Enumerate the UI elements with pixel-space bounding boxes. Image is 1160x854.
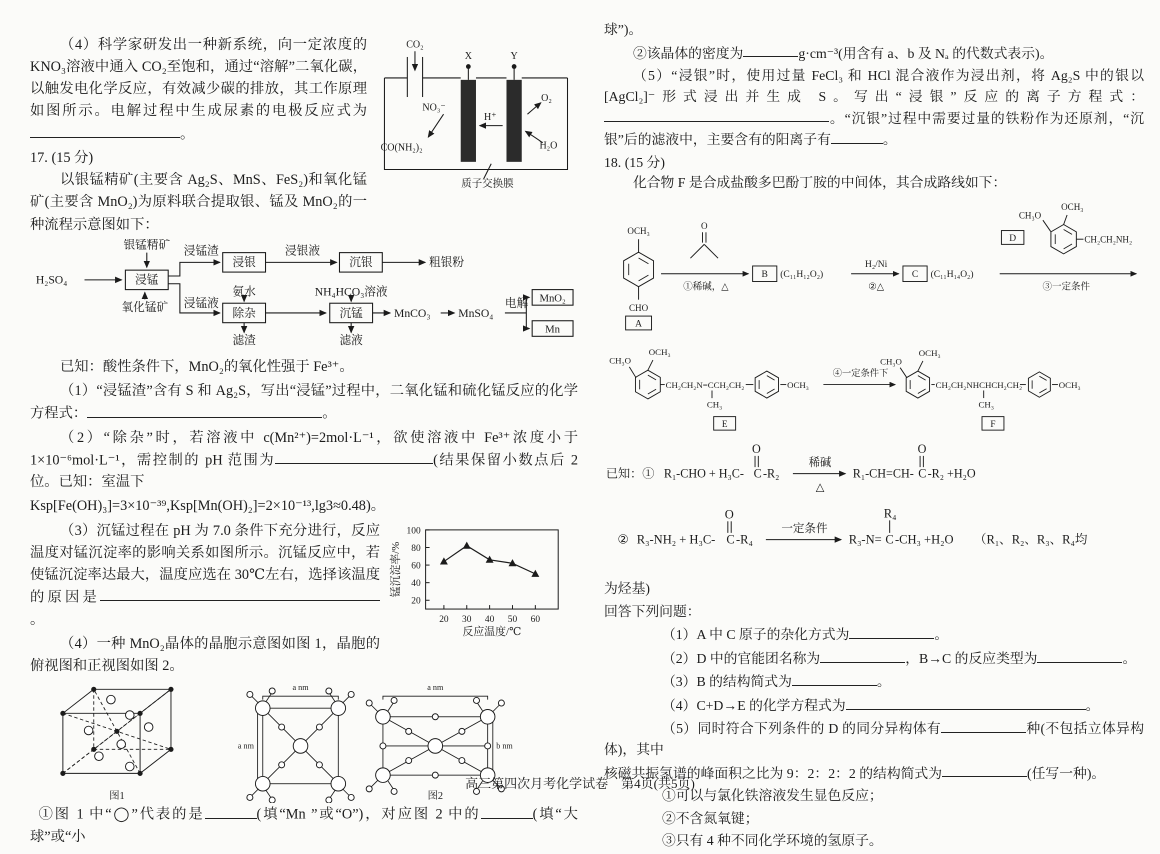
text-run: (填“大球”或“小 — [30, 806, 578, 845]
text-run: 种(不包括立体异构体)，其中 — [604, 721, 1144, 757]
text-run: (填“Mn ”或“O”)，对应图 2 中的 — [256, 806, 481, 823]
svg-text:40: 40 — [484, 614, 495, 625]
known-reaction-1 — [604, 440, 1109, 496]
answer-blank — [604, 108, 829, 123]
page-footer: 高三第四次月考化学试卷 第4页(共5页) — [465, 776, 695, 791]
r-groups-note: （R₁、R₂、R₃、R₄均 — [973, 532, 1088, 547]
och3-label: OCH₃ — [627, 225, 650, 236]
text-run: （4）C+D→E 的化学方程式为 — [661, 697, 846, 713]
compound-d-box: D — [1009, 233, 1017, 244]
benzene-ring — [624, 252, 654, 287]
period: 。 — [30, 611, 45, 628]
ch3o-label: CH₃O — [1018, 210, 1042, 221]
electrode-x-label: X — [464, 50, 472, 62]
mnso4-label: MnSO₄ — [458, 306, 494, 320]
text-run: 核磁共振氢谱的峰面积之比为 9：2：2：2 的结构简式为 — [604, 765, 943, 781]
r-groups-note-2: 为烃基) — [604, 581, 650, 597]
f-chain: CH₂CH₂NHCHCH₂CH₂ — [935, 380, 1023, 391]
electrolysis-cell-diagram — [373, 36, 578, 189]
benzene-ring — [635, 370, 660, 399]
svg-text:60: 60 — [411, 561, 421, 572]
formula-text: C — [918, 466, 927, 481]
svg-text:80: 80 — [411, 543, 421, 554]
electrode-y — [506, 80, 521, 162]
svg-text:100: 100 — [406, 525, 421, 536]
answer-blank — [846, 695, 1086, 710]
formula-text: R₁-CH=CH- — [852, 466, 914, 481]
a-nm-label: a nm — [292, 683, 309, 693]
question-18-3 — [604, 671, 1144, 692]
answer-blank — [941, 718, 1026, 733]
compound-c-box: C — [911, 270, 919, 281]
question-17-2 — [30, 427, 578, 494]
question-18-2 — [604, 648, 1144, 669]
leach-ag-box: 浸银 — [232, 255, 256, 269]
figure-1-caption: 图1 — [109, 791, 125, 803]
mn-box: Mn — [545, 323, 561, 336]
e-chain: CH₂CH₂N=CCH₂CH₂ — [665, 380, 745, 391]
right-column — [604, 20, 1144, 854]
chart-y-axis-label: 锰沉淀率/% — [389, 541, 402, 597]
answer-blank — [820, 648, 905, 663]
electrode-x — [461, 80, 476, 162]
text-run: 。“沉银”过程中需要过量的铁粉作为还原剂，“沉银”后的滤液中，主要含有的阳离子有 — [604, 110, 1144, 147]
mnco3-label: MnCO₃ — [393, 306, 431, 320]
sink-ag-box: 沉银 — [349, 255, 373, 269]
mn-oxide-ore-label: 氧化锰矿 — [121, 300, 169, 314]
svg-text:30: 30 — [462, 614, 472, 625]
continuation-text: 球”)。 — [604, 22, 643, 37]
text-run: （2）“除杂”时，若溶液中 c(Mn²⁺)=2mol·L⁻¹，欲使溶液中 Fe³⁺浓度小于 1×10⁻⁶mol·L⁻¹，需控制的 pH 范围为 — [30, 429, 578, 469]
formula-text: C — [753, 466, 762, 481]
text-run: （5）“浸银”时，使用过量 FeCl₃ 和 HCl 混合液作为浸出剂，将 Ag₂S 中的银以[AgCl₂]⁻形式浸出并生成 S。写出“浸银”反应的离子方程式： — [604, 68, 1144, 104]
answer-blank — [849, 624, 934, 639]
compound-a-box: A — [635, 319, 643, 330]
svg-text:20: 20 — [411, 596, 421, 607]
text-run: （1）A 中 C 原子的杂化方式为 — [661, 627, 850, 643]
chart-plot-border — [426, 529, 559, 608]
purify-box: 除杂 — [232, 306, 256, 320]
condition-3: ③只有 4 种不同化学环境的氢原子。 — [661, 833, 883, 849]
formula-text: R₃-N= — [848, 532, 882, 547]
residue-label: 滤渣 — [232, 333, 256, 346]
ksp-line: Ksp[Fe(OH)₃]=3×10⁻³⁹,Ksp[Mn(OH)₂]=2×10⁻¹³,lg3≈0.48)。 — [30, 498, 386, 515]
condition-text: 一定条件 — [781, 522, 828, 535]
ch3-label: CH₃ — [706, 399, 723, 410]
ag-liquor-label: 浸银液 — [285, 244, 320, 258]
formula-text: O — [917, 442, 927, 457]
h2o-label: H₂O — [539, 140, 558, 152]
leach-mn-box: 浸锰 — [135, 273, 159, 287]
period: 。 — [180, 125, 195, 142]
question-17-4: （4）一种 MnO₂晶体的晶胞示意图如图 1，晶胞的俯视图和正视图如图 2。 — [30, 635, 380, 674]
question-18-5 — [604, 718, 1144, 760]
period: 。 — [882, 131, 897, 147]
text-run: ，B→C 的反应类型为 — [905, 650, 1038, 666]
synthesis-route-line-2 — [604, 339, 1144, 434]
condition-text: 稀碱 — [808, 457, 832, 470]
formula-text: -R₂ — [762, 466, 780, 481]
mn-liquor-label: 浸锰液 — [183, 296, 219, 310]
membrane-label: 质子交换膜 — [461, 178, 514, 189]
formula-c: (C₁₁H₁₄O₂) — [930, 270, 974, 281]
answer-blank — [275, 449, 433, 464]
answer-blank — [481, 803, 533, 818]
formula-text: -CH₃ +H₂O — [894, 532, 954, 547]
text-run: （3）沉锰过程在 pH 为 7.0 条件下充分进行，反应温度对锰沉淀率的影响关系如图所示。沉锰反应中，若使锰沉淀率达最大，温度应选在 30℃左右，选择该温度的原因是 — [30, 522, 380, 606]
formula-text: R₁-CHO + H₃C- — [663, 466, 744, 481]
text-run: （3）B 的结构简式为 — [661, 674, 792, 690]
step3-condition: ③一定条件 — [1042, 282, 1090, 293]
condition-1: ①可以与氯化铁溶液发生显色反应； — [661, 788, 883, 804]
known-label: 已知：① — [605, 466, 655, 481]
no3-arrow — [428, 114, 443, 137]
ore-label: 银锰精矿 — [123, 238, 171, 252]
h2o-arrow — [526, 131, 543, 142]
text-run: （2）D 中的官能团名称为 — [661, 650, 821, 666]
slag-label: 浸锰渣 — [183, 244, 219, 258]
question-17-number: 17. (15 分) — [30, 150, 94, 167]
och3-label: OCH₃ — [1058, 380, 1081, 391]
benzene-ring — [1051, 224, 1076, 253]
formula-text: C — [885, 532, 894, 547]
question-18-1 — [604, 624, 1144, 645]
ch3o-label: CH₃O — [880, 356, 902, 367]
och3-label: OCH₃ — [1061, 201, 1084, 212]
och3-label: OCH₃ — [648, 347, 671, 358]
svg-text:40: 40 — [411, 578, 421, 589]
question-18-number: 18. (15 分) — [604, 154, 665, 170]
known-reaction-2 — [604, 503, 1132, 572]
formula-text: R₄ — [883, 506, 897, 521]
o2-arrow — [527, 103, 540, 114]
ch3-label: CH₃ — [978, 399, 994, 410]
formula-text: O — [752, 442, 761, 457]
nh4hco3-label: NH₄HCO₃溶液 — [314, 285, 388, 299]
a-nm-label: a nm — [237, 741, 254, 751]
svg-text:60: 60 — [530, 614, 541, 625]
answer-blank — [831, 129, 883, 144]
a-nm-label: a nm — [427, 683, 444, 693]
benzene-ring — [755, 371, 778, 398]
question-17-4-sub2 — [604, 43, 1144, 64]
formula-text: -R₂ +H₂O — [927, 466, 976, 481]
text-run: g·cm⁻³(用含有 a、b 及 Nₐ 的代数式表示)。 — [798, 45, 1054, 61]
formula-text: R₃-NH₂ + H₃C- — [636, 532, 716, 547]
process-flowchart — [30, 239, 578, 353]
b-nm-label: b nm — [496, 741, 513, 751]
period: 。 — [876, 674, 891, 690]
condition-text: △ — [815, 481, 825, 494]
period: 。 — [1122, 650, 1137, 666]
text-run: （5）同时符合下列条件的 D 的同分异构体有 — [661, 721, 942, 737]
compound-e-box: E — [721, 419, 728, 430]
formula-b: (C₁₁H₁₂O₂) — [780, 270, 824, 281]
answer-blank — [743, 43, 798, 58]
compound-f-box: F — [990, 419, 996, 430]
svg-text:50: 50 — [507, 614, 518, 625]
formula-text: O — [724, 507, 734, 522]
benzene-ring — [906, 371, 929, 398]
electrolysis-label: 电解 — [504, 296, 529, 310]
urea-label: CO(NH₂)₂ — [380, 142, 423, 154]
no3-label: NO₃⁻ — [422, 102, 446, 114]
step1-condition: ①稀碱，△ — [683, 282, 729, 293]
synthesis-route-line-1 — [604, 196, 1144, 333]
h2-ni-label: H₂/Ni — [865, 259, 888, 270]
answer-blank — [792, 671, 877, 686]
formula-text: -R₄ — [736, 532, 753, 547]
answer-blank — [30, 123, 180, 138]
text-run: (结果保留小数点后 2 位。已知：室温下 — [30, 452, 578, 491]
answer-blank — [100, 586, 380, 601]
answer-blank — [205, 803, 257, 818]
compound-b-box: B — [761, 270, 768, 281]
mno2-box: MnO₂ — [539, 291, 566, 304]
answer-blank — [1037, 648, 1122, 663]
och3-label: OCH₃ — [787, 380, 809, 391]
co2-label: CO₂ — [406, 39, 424, 51]
step4-condition: ④一定条件下 — [832, 369, 889, 380]
answer-prompt: 回答下列问题： — [604, 603, 701, 619]
q16-4-text: （4）科学家研发出一种新系统，向一定浓度的 KNO₃溶液中通入 CO₂至饱和，通过“溶解”二氧化碳，以触发电化学反应，有效减少碳的排放，其工作原理如图所示。电解过程中生成尿素的电极反应式为 — [30, 37, 367, 120]
benzene-ring — [1028, 372, 1050, 397]
condition-2: ②不含氮氧键； — [661, 810, 759, 826]
cho-label: CHO — [629, 302, 649, 313]
filtrate-label: 滤液 — [339, 333, 363, 346]
period: 。 — [934, 627, 949, 643]
text-run: ②该晶体的密度为 — [632, 45, 744, 61]
period: 。 — [322, 405, 337, 422]
svg-text:20: 20 — [439, 614, 449, 625]
ch3o-label: CH₃O — [609, 355, 631, 366]
question-17-5 — [604, 66, 1144, 150]
acetone-o-label: O — [700, 220, 708, 231]
q18-intro: 化合物 F 是合成盐酸多巴酚丁胺的中间体，其合成路线如下： — [632, 175, 1007, 191]
d-chain-label: CH₂CH₂NH₂ — [1084, 234, 1133, 245]
chart-x-axis-label: 反应温度/℃ — [462, 625, 522, 638]
sink-mn-box: 沉锰 — [339, 306, 363, 320]
question-17-1 — [30, 380, 578, 425]
ammonia-label: 氨水 — [232, 285, 256, 299]
question-17-4-sub1 — [30, 803, 578, 848]
h-plus-label: H⁺ — [484, 111, 497, 123]
left-column — [30, 34, 578, 850]
known-conditions: 已知：酸性条件下，MnO₂的氧化性强于 Fe³⁺。 — [60, 358, 354, 375]
text-run: （1）“浸锰渣”含有 S 和 Ag₂S，写出“浸锰”过程中，二氧化锰和硫化锰反应的化学方程式： — [30, 383, 578, 422]
crude-ag-label: 粗银粉 — [429, 255, 464, 269]
known-label: ② — [617, 532, 629, 547]
precipitation-chart — [388, 520, 578, 641]
question-17-3 — [30, 520, 578, 638]
text-run: ①图 1 中“◯”代表的是 — [38, 806, 205, 823]
text-run: (任写一种)。 — [1027, 765, 1106, 781]
h2so4-label: H₂SO₄ — [35, 273, 68, 287]
formula-text: C — [726, 532, 735, 547]
answer-blank — [87, 402, 322, 417]
o2-label: O₂ — [541, 92, 552, 104]
step2-condition: ②△ — [868, 282, 885, 293]
electrode-y-label: Y — [510, 50, 518, 62]
period: 。 — [1085, 697, 1100, 713]
och3-label: OCH₃ — [918, 347, 941, 358]
figure-2-caption: 图2 — [427, 791, 444, 803]
question-18-4 — [604, 695, 1144, 716]
q17-intro: 以银锰精矿(主要含 Ag₂S、MnS、FeS₂)和氧化锰矿(主要含 MnO₂)为原料联合提取银、锰及 MnO₂的一种流程示意图如下： — [30, 172, 367, 233]
